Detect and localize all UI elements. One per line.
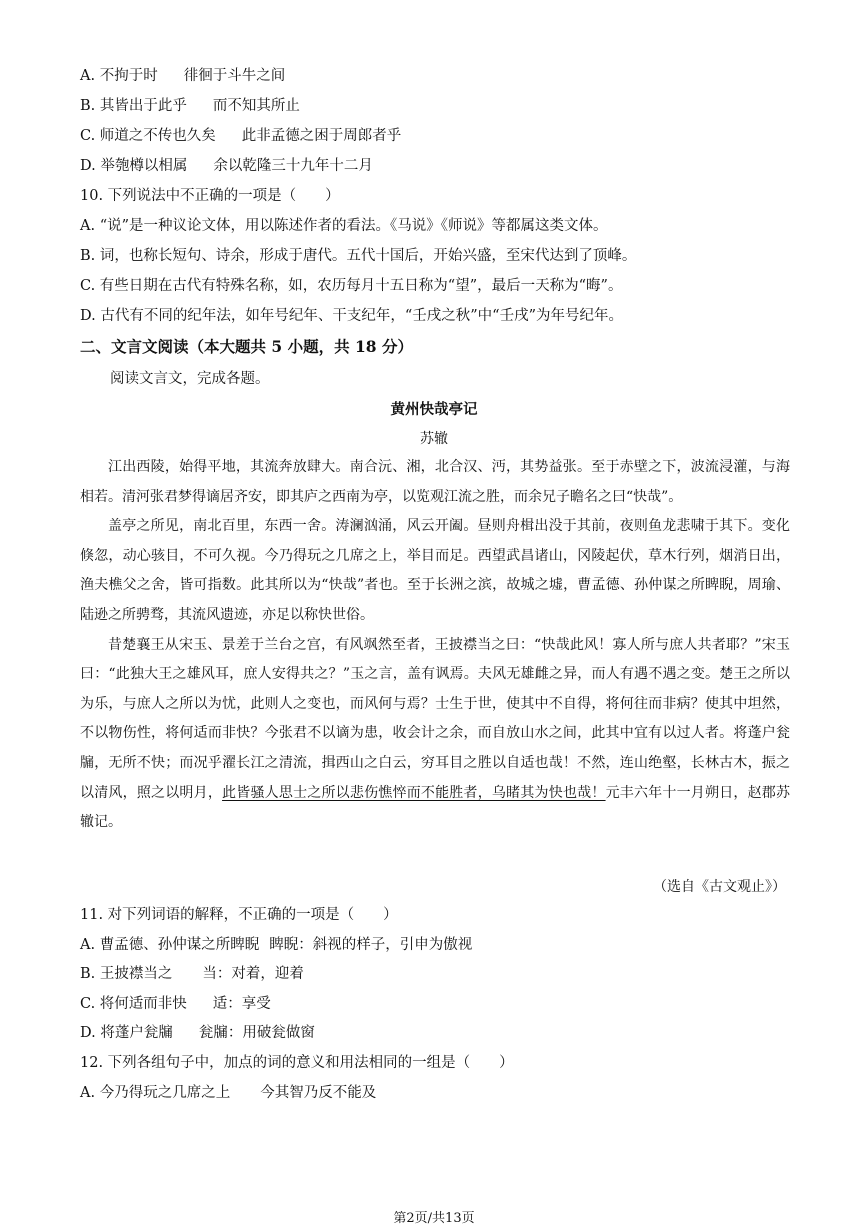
q9-option-c-label: C. 师道之不传也久矣 xyxy=(80,128,216,144)
q9-option-d-pair: 余以乾隆三十九年十二月 xyxy=(213,158,373,174)
q11-option-c-pair: 适：享受 xyxy=(212,996,271,1012)
q9-option-b xyxy=(80,96,808,116)
section-instruction: 阅读文言文，完成各题。 xyxy=(110,371,270,387)
q9-option-a-pair: 徘徊于斗牛之间 xyxy=(183,68,286,84)
q10-stem: 10. 下列说法中不正确的一项是（ ） xyxy=(80,188,340,204)
underlined-sentence: 此皆骚人思士之所以悲伤憔悴而不能胜者，乌睹其为快也哉！ xyxy=(222,784,606,801)
q10-option-b: B. 词，也称长短句、诗余，形成于唐代。五代十国后，开始兴盛，至宋代达到了顶峰。 xyxy=(80,248,637,264)
q11-option-b-label: B. 王披襟当之 xyxy=(80,966,173,982)
q9-option-d xyxy=(80,156,808,176)
passage-paragraph-1: 江出西陵，始得平地，其流奔放肆大。南合沅、湘，北合汉、沔，其势益张。至于赤壁之下，波流浸灌，与海相若。清河张君梦得谪居齐安，即其庐之西南为亭，以览观江流之胜，而余兄子瞻名之曰“快哉”。 xyxy=(80,459,790,505)
q11-option-c-label: C. 将何适而非快 xyxy=(80,996,187,1012)
q11-option-a-pair: 睥睨：斜视的样子，引申为傲视 xyxy=(269,937,473,953)
q11-option-a-label: A. 曹孟德、孙仲谋之所睥睨 xyxy=(80,937,260,953)
q9-option-b-label: B. 其皆出于此乎 xyxy=(80,98,187,114)
q9-option-c-pair: 此非孟德之困于周郎者乎 xyxy=(241,128,402,144)
q10-option-d: D. 古代有不同的纪年法，如年号纪年、干支纪年，“壬戌之秋”中“壬戌”为年号纪年。 xyxy=(80,308,623,324)
q9-option-d-label: D. 举匏樽以相属 xyxy=(80,158,188,174)
passage-paragraph-3-text: 昔楚襄王从宋玉、景差于兰台之宫，有风飒然至者，王披襟当之曰：“快哉此风！寡人所与庶人共者耶？”宋玉曰：“此独大王之雄风耳，庶人安得共之？”玉之言，盖有讽焉。夫风无雄雌之异，而人有遇不遇之变。楚王之所以为乐，与庶人之所以为忧，此则人之变也，而风何与焉？士生于世，使其中不自得，将何往而非病？使其中坦然，不以物伤性，将何适而非快？今张君不以谪为患，收会计之余，而自放山水之间，此其中宜有以过人者。将蓬户瓮牖，无所不快；而况乎濯长江之清流，揖西山之白云，穷耳目之胜以自适也哉！不然，连山绝壑，长林古木，振之以清风，照之以明月， xyxy=(80,636,790,801)
q9-option-c xyxy=(80,126,808,146)
page-number: 第2页/共13页 xyxy=(393,1211,475,1226)
passage-dateline: 元丰六年十一月朔日，赵郡苏辙记。 xyxy=(80,784,791,831)
q12-option-a xyxy=(80,1083,808,1103)
q11-option-a xyxy=(80,935,808,955)
q10-option-c: C. 有些日期在古代有特殊名称，如，农历每月十五日称为“望”，最后一天称为“晦”。 xyxy=(80,278,623,294)
q10-option-a: A. “说”是一种议论文体，用以陈述作者的看法。《马说》《师说》等都属这类文体。 xyxy=(80,218,608,234)
q12-stem: 12. 下列各组句子中，加点的词的意义和用法相同的一组是（ ） xyxy=(80,1055,514,1071)
q11-option-c xyxy=(80,994,808,1014)
q11-option-d xyxy=(80,1023,808,1043)
q12-option-a-label: A. 今乃得玩之几席之上 xyxy=(80,1085,231,1101)
passage-paragraph-2: 盖亭之所见，南北百里，东西一舍。涛澜汹涌，风云开阖。昼则舟楫出没于其前，夜则鱼龙悲啸于其下。变化倏忽，动心骇目，不可久视。今乃得玩之几席之上，举目而足。西望武昌诸山，冈陵起伏，草木行列，烟消日出，渔夫樵父之舍，皆可指数。此其所以为“快哉”者也。至于长洲之滨，故城之墟，曹孟德、孙仲谋之所睥睨，周瑜、陆逊之所骋骛，其流风遗迹，亦足以称快世俗。 xyxy=(80,518,790,623)
q9-option-a-label: A. 不拘于时 xyxy=(80,68,158,84)
passage-body xyxy=(80,453,790,838)
passage-title: 黄州快哉亭记 xyxy=(390,401,478,418)
passage-paragraph-3 xyxy=(80,631,790,838)
section-heading: 二、文言文阅读（本大题共 5 小题，共 18 分） xyxy=(80,337,413,356)
q9-option-a xyxy=(80,66,808,86)
q11-stem: 11. 对下列词语的解释，不正确的一项是（ ） xyxy=(80,907,398,923)
q12-option-a-pair: 今其智乃反不能及 xyxy=(260,1085,377,1101)
passage-author: 苏辙 xyxy=(420,431,448,447)
q11-option-d-pair: 瓮牖：用破瓮做窗 xyxy=(198,1025,315,1041)
q11-option-b xyxy=(80,964,808,984)
q11-option-d-label: D. 将蓬户瓮牖 xyxy=(80,1025,173,1041)
q11-option-b-pair: 当：对着，迎着 xyxy=(202,966,304,982)
passage-source: （选自《古文观止》） xyxy=(653,879,786,895)
q9-option-b-pair: 而不知其所止 xyxy=(212,98,300,114)
